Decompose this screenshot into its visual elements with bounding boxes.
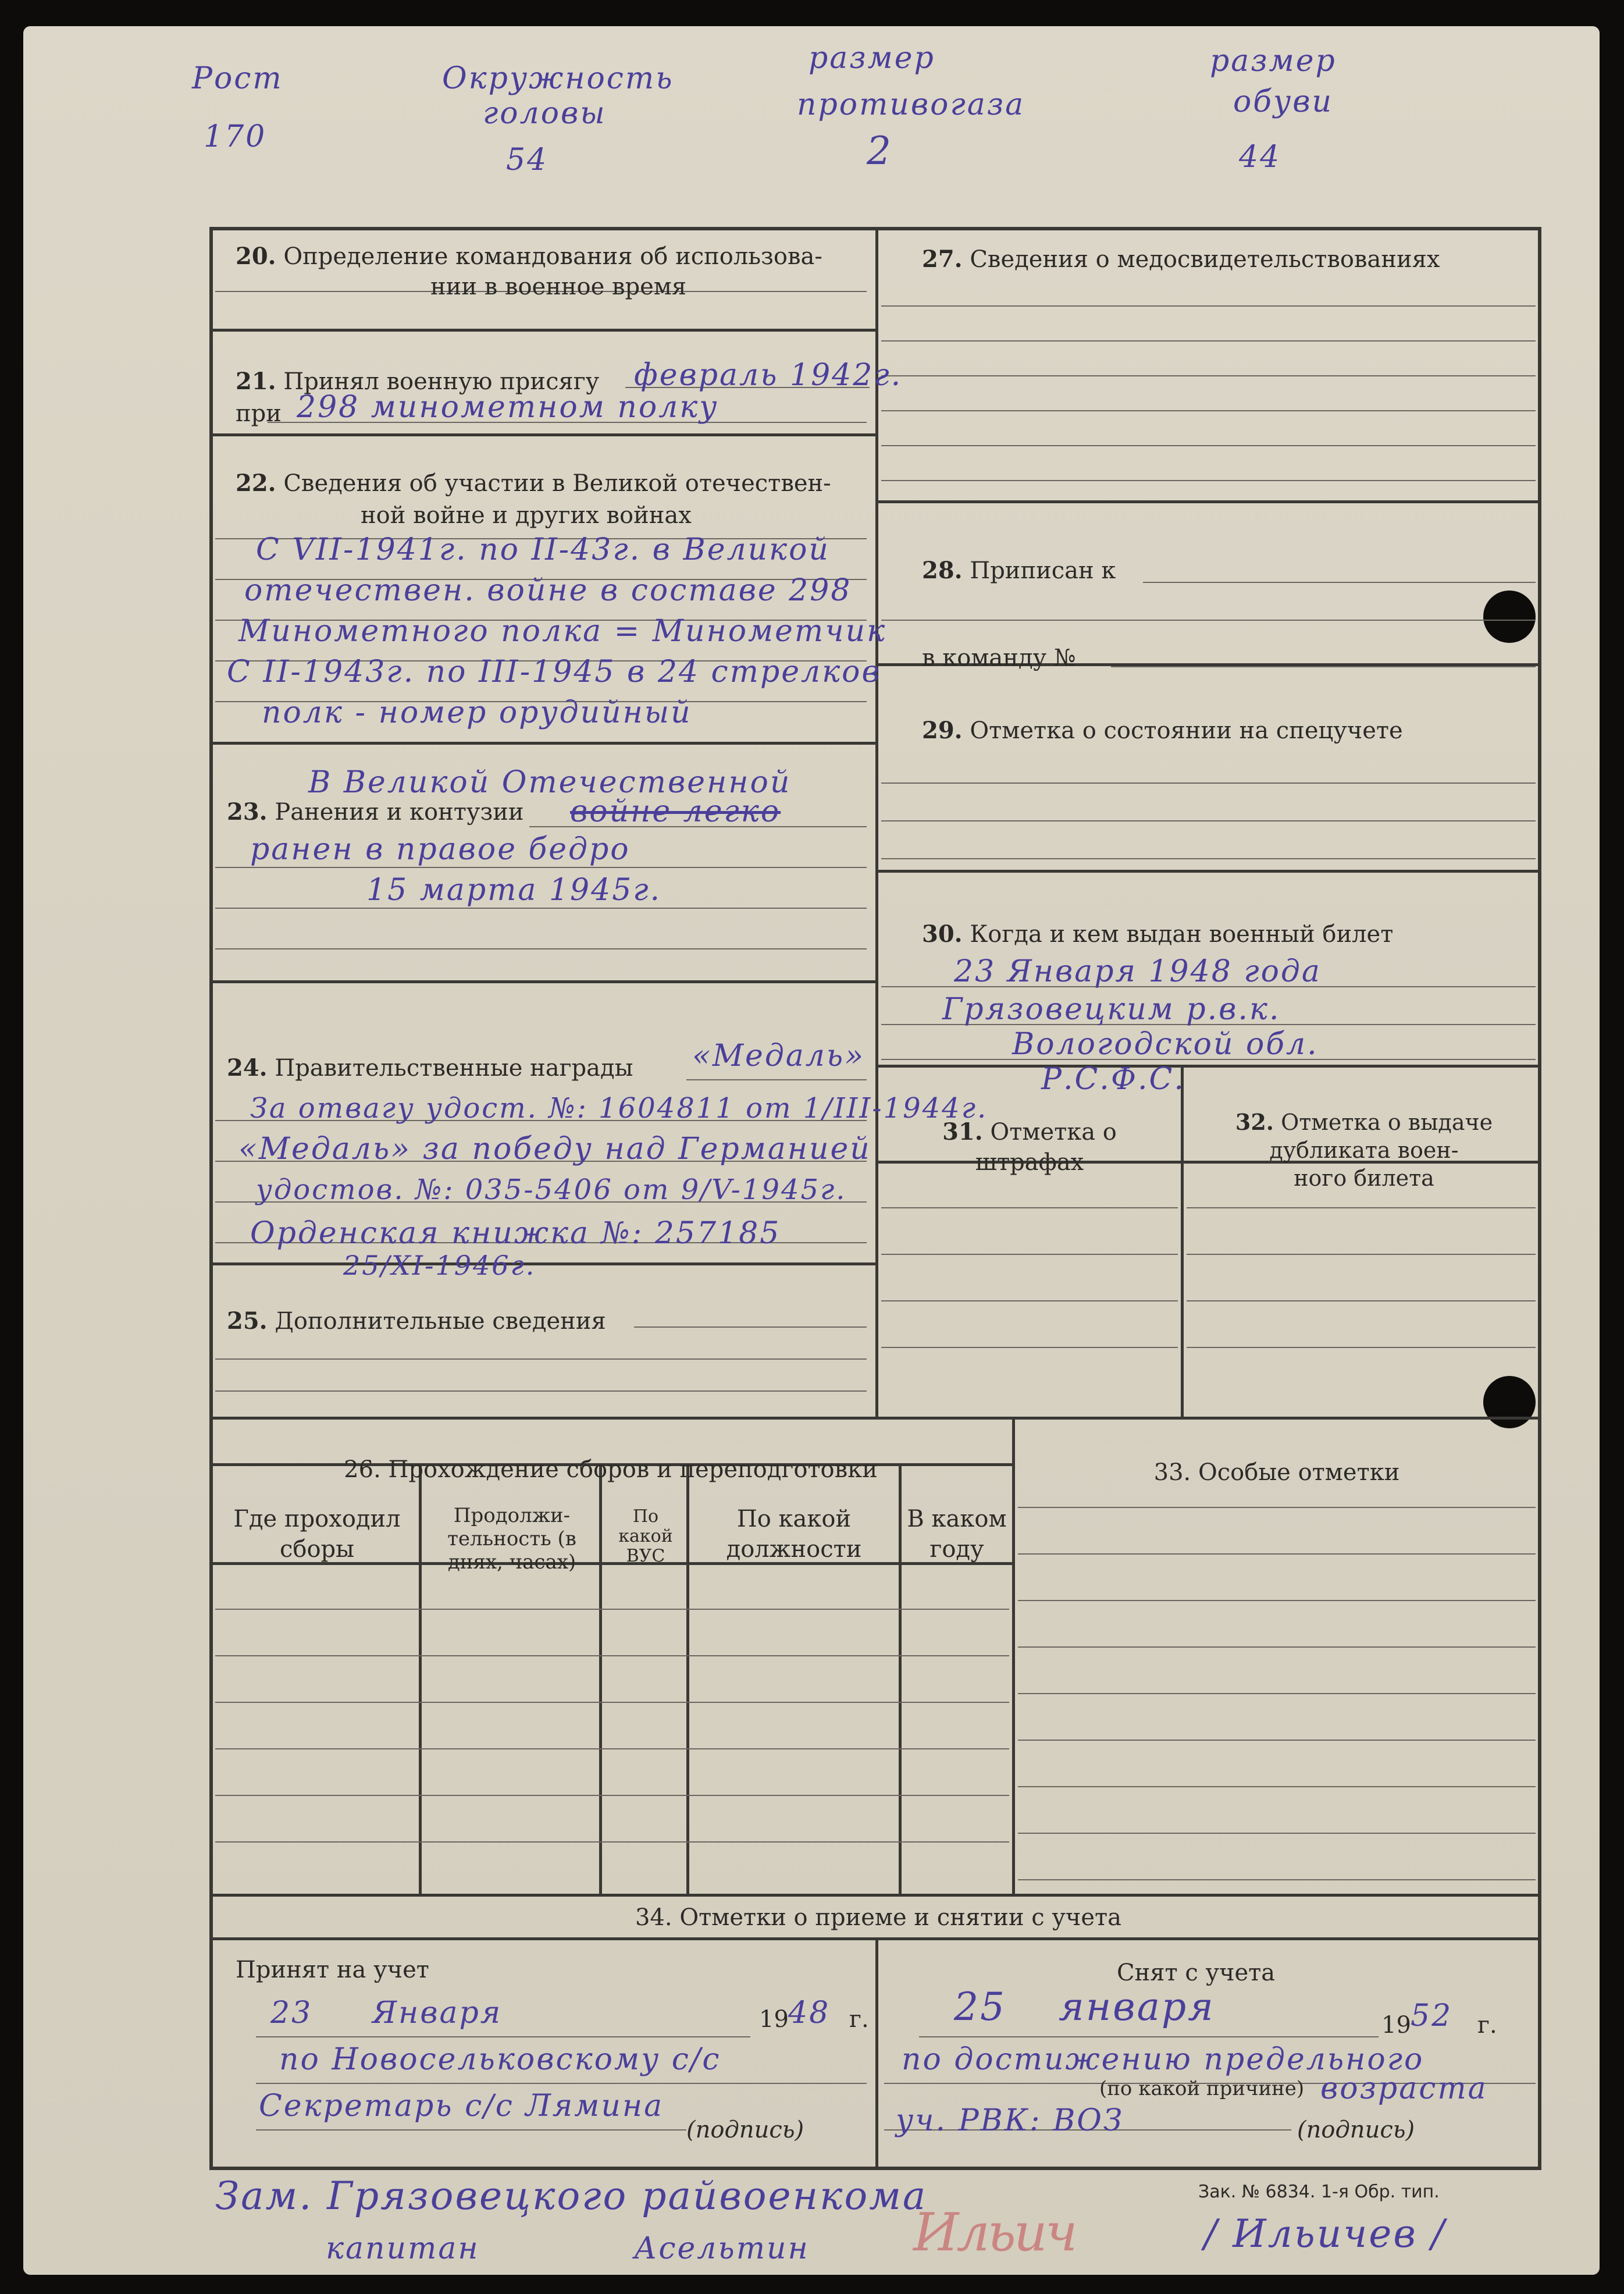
writing-line bbox=[256, 2129, 686, 2131]
section-29-heading: 29. Отметка о состоянии на спецучете bbox=[922, 717, 1403, 744]
section-34-heading: 34. Отметки о приеме и снятии с учета bbox=[635, 1904, 1122, 1931]
section-25-heading: 25. Дополнительные сведения bbox=[227, 1307, 606, 1335]
divider-after-23 bbox=[209, 980, 877, 983]
col-div-1 bbox=[419, 1463, 422, 1894]
writing-line bbox=[256, 2036, 750, 2037]
award-entry-3: «Медаль» за победу над Германией bbox=[238, 1132, 871, 1166]
writing-line bbox=[1018, 1879, 1536, 1880]
writing-line bbox=[1143, 582, 1536, 583]
ticket-entry-1: 23 Января 1948 года bbox=[954, 954, 1322, 989]
writing-line bbox=[1018, 1786, 1536, 1787]
signature-line-1: Зам. Грязовецкого райвоенкома bbox=[215, 2174, 928, 2218]
war-entry-2: отечествен. войне в составе 298 bbox=[244, 573, 852, 608]
writing-line bbox=[1018, 1833, 1536, 1834]
ticket-entry-2: Грязовецким р.в.к. bbox=[942, 992, 1281, 1027]
writing-line bbox=[919, 2036, 1379, 2037]
table-row-line bbox=[215, 1748, 1009, 1749]
writing-line bbox=[881, 858, 1536, 859]
war-entry-1: С VII-1941г. по II-43г. в Великой bbox=[256, 532, 830, 567]
signatory-name: / Ильичев / bbox=[1204, 2211, 1446, 2256]
section-32-heading: 32. Отметка о выдаче дубликата воен- ного билета bbox=[1235, 1109, 1493, 1191]
writing-line bbox=[215, 867, 867, 868]
oath-unit: 298 минометном полку bbox=[297, 390, 719, 425]
oath-date: февраль 1942г. bbox=[634, 358, 903, 393]
table-row-line bbox=[215, 1702, 1009, 1703]
shoe-label-2: обуви bbox=[1233, 84, 1333, 119]
section-21-at: при bbox=[236, 400, 282, 427]
war-entry-4: С II-1943г. по III-1945 в 24 стрелков bbox=[227, 655, 881, 689]
divider-after-30 bbox=[875, 1065, 1541, 1068]
war-entry-5: полк - номер орудийный bbox=[262, 695, 692, 730]
removed-sign-label: (подпись) bbox=[1297, 2117, 1415, 2143]
accepted-label: Принят на учет bbox=[236, 1957, 429, 1983]
award-entry-1: «Медаль» bbox=[692, 1038, 866, 1073]
removed-day: 25 bbox=[954, 1984, 1006, 2029]
shoe-label-1: размер bbox=[1210, 44, 1337, 79]
writing-line bbox=[634, 1326, 867, 1328]
removed-reason-label: (по какой причине) bbox=[1099, 2077, 1305, 2100]
divider-34-top bbox=[209, 1894, 1541, 1897]
divider-34-halves bbox=[875, 1937, 878, 2170]
section-20-heading: 20. Определение командования об использова- bbox=[236, 243, 822, 270]
divider-after-27 bbox=[875, 500, 1541, 503]
section-21-heading: 21. Принял военную присягу bbox=[236, 368, 600, 395]
removed-reason-2: возраста bbox=[1320, 2071, 1488, 2106]
wound-entry-4: 15 марта 1945г. bbox=[366, 873, 662, 908]
writing-line bbox=[881, 1300, 1178, 1301]
removed-reason: по достижению предельного bbox=[902, 2042, 1424, 2077]
wound-entry-2: войне легко bbox=[570, 794, 781, 829]
accepted-month: Января bbox=[372, 1996, 503, 2030]
col-div-4 bbox=[899, 1463, 902, 1894]
removed-label: Снят с учета bbox=[1117, 1959, 1276, 1986]
print-info: Зак. № 6834. 1-я Обр. тип. bbox=[1198, 2182, 1440, 2202]
section-28-team: в команду № bbox=[922, 645, 1076, 671]
head-label-2: головы bbox=[483, 96, 607, 131]
war-entry-3: Минометного полка = Минометчик bbox=[238, 614, 887, 649]
section-30-heading: 30. Когда и кем выдан военный билет bbox=[922, 920, 1394, 948]
writing-line bbox=[1018, 1600, 1536, 1601]
signature-rank: капитан bbox=[326, 2231, 480, 2266]
award-entry-2: За отвагу удост. №: 1604811 от 1/III-1944г. bbox=[250, 1092, 988, 1125]
section-26-heading: 26. Прохождение сборов и переподготовки bbox=[344, 1456, 878, 1483]
divider-after-24 bbox=[209, 1262, 877, 1265]
head-label-1: Окружность bbox=[442, 61, 674, 96]
accepted-sign-label: (подпись) bbox=[686, 2117, 804, 2143]
col-header-place: Где проходил сборы bbox=[233, 1506, 401, 1563]
height-label: Рост bbox=[192, 61, 283, 96]
gasmask-value: 2 bbox=[867, 129, 893, 173]
accepted-year-prefix: 19 bbox=[759, 2006, 789, 2033]
col-header-position: По какой должности bbox=[726, 1506, 862, 1563]
writing-line bbox=[881, 305, 1536, 307]
writing-line bbox=[1018, 1740, 1536, 1741]
divider-after-29 bbox=[875, 870, 1541, 873]
section-22-heading-2: ной войне и других войнах bbox=[361, 502, 692, 529]
award-entry-6: 25/XI-1946г. bbox=[343, 1250, 536, 1281]
col-div-3 bbox=[686, 1463, 689, 1894]
section-28-heading: 28. Приписан к bbox=[922, 557, 1116, 584]
writing-line bbox=[1187, 1300, 1536, 1301]
writing-line bbox=[1111, 666, 1536, 667]
divider-main-vertical bbox=[875, 227, 878, 1420]
gasmask-label-1: размер bbox=[809, 41, 935, 76]
col-header-vus: По какой ВУС bbox=[618, 1506, 673, 1566]
divider-26-33 bbox=[1012, 1417, 1015, 1894]
col-header-duration: Продолжи- тельность (в днях, часах) bbox=[447, 1504, 576, 1574]
writing-line bbox=[686, 1079, 867, 1080]
writing-line bbox=[215, 948, 867, 949]
writing-line bbox=[215, 1390, 867, 1392]
writing-line bbox=[881, 375, 1536, 376]
divider-after-22 bbox=[209, 742, 877, 745]
table-row-line bbox=[215, 1841, 1009, 1843]
writing-line bbox=[215, 908, 867, 909]
gasmask-label-2: противогаза bbox=[797, 87, 1025, 122]
table-row-line bbox=[215, 1795, 1009, 1796]
writing-line bbox=[1187, 1347, 1536, 1348]
divider-after-21 bbox=[209, 433, 877, 436]
section-24-heading: 24. Правительственные награды bbox=[227, 1054, 633, 1082]
ticket-entry-3: Вологодской обл. bbox=[1012, 1027, 1319, 1062]
col-div-2 bbox=[599, 1463, 602, 1894]
accepted-year: 48 bbox=[788, 1996, 831, 2030]
writing-line bbox=[881, 480, 1536, 481]
shoe-value: 44 bbox=[1239, 140, 1281, 175]
writing-line bbox=[1187, 1207, 1536, 1208]
award-entry-4: удостов. №: 035-5406 от 9/V-1945г. bbox=[256, 1173, 847, 1206]
signature-name-handwritten: Асельтин bbox=[634, 2231, 810, 2266]
removed-month: января bbox=[1059, 1984, 1215, 2029]
writing-line bbox=[1018, 1553, 1536, 1555]
divider-after-20 bbox=[209, 329, 877, 332]
head-value: 54 bbox=[506, 143, 549, 177]
writing-line bbox=[881, 1254, 1178, 1255]
writing-line bbox=[881, 820, 1536, 821]
divider-26-top bbox=[209, 1417, 1541, 1420]
removed-line-3: уч. РВК: ВОЗ bbox=[896, 2103, 1124, 2138]
writing-line bbox=[881, 1347, 1178, 1348]
section-31-heading: 31. Отметка о штрафах bbox=[942, 1118, 1117, 1176]
writing-line bbox=[1018, 1507, 1536, 1508]
ticket-entry-4: Р.С.Ф.С. bbox=[1041, 1062, 1185, 1097]
writing-line bbox=[215, 1358, 867, 1360]
table-row-line bbox=[215, 1609, 1009, 1610]
red-signature: Ильич bbox=[913, 2202, 1075, 2263]
section-27-heading: 27. Сведения о медосвидетельствованиях bbox=[922, 246, 1440, 273]
writing-line bbox=[1018, 1646, 1536, 1648]
col-header-year: В каком году bbox=[907, 1506, 1007, 1563]
writing-line bbox=[256, 2083, 867, 2084]
removed-year-prefix: 19 bbox=[1381, 2012, 1411, 2039]
writing-line bbox=[881, 783, 1536, 784]
wound-entry-1: В Великой Отечественной bbox=[308, 765, 792, 800]
writing-line bbox=[881, 340, 1536, 342]
removed-year: 52 bbox=[1411, 1998, 1453, 2033]
accepted-year-suffix: г. bbox=[849, 2006, 869, 2033]
writing-line bbox=[1018, 1693, 1536, 1694]
accepted-line-3: Секретарь с/с Лямина bbox=[259, 2089, 664, 2124]
height-value: 170 bbox=[204, 119, 267, 154]
table-row-line bbox=[215, 1655, 1009, 1656]
writing-line bbox=[881, 1207, 1178, 1208]
wound-entry-3: ранен в правое бедро bbox=[250, 832, 631, 867]
writing-line bbox=[881, 620, 1536, 621]
section-20-heading-2: нии в военное время bbox=[430, 273, 687, 300]
writing-line bbox=[881, 445, 1536, 446]
military-card bbox=[23, 26, 1600, 2275]
section-22-heading: 22. Сведения об участии в Великой отечествен- bbox=[236, 470, 831, 497]
accepted-line-2: по Новосельковскому с/с bbox=[279, 2042, 721, 2077]
writing-line bbox=[881, 410, 1536, 411]
section-23-heading: 23. Ранения и контузии bbox=[227, 798, 524, 826]
section-33-heading: 33. Особые отметки bbox=[1153, 1459, 1400, 1486]
writing-line bbox=[1187, 1254, 1536, 1255]
divider-31-32 bbox=[1181, 1065, 1184, 1418]
accepted-day: 23 bbox=[270, 1996, 313, 2030]
removed-year-suffix: г. bbox=[1477, 2012, 1497, 2039]
award-entry-5: Орденская книжка №: 257185 bbox=[250, 1216, 781, 1251]
